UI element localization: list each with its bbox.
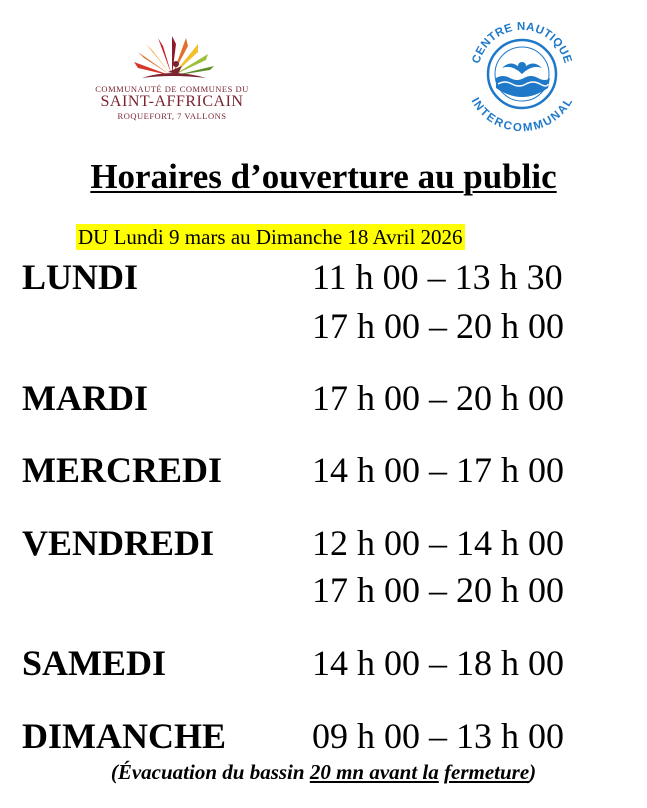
time-slot: 14 h 00 – 18 h 00: [312, 643, 564, 683]
day-label: DIMANCHE: [22, 716, 226, 756]
community-logo: [70, 34, 274, 121]
time-slot: 17 h 00 – 20 h 00: [312, 378, 564, 418]
note-text-end: ): [529, 760, 537, 784]
time-slot: 14 h 00 – 17 h 00: [312, 450, 564, 490]
note-text-emphasis: 20 mn avant la: [309, 760, 439, 784]
evacuation-note: [0, 760, 647, 785]
community-emblem-icon: [125, 34, 219, 82]
day-label: MERCREDI: [22, 450, 223, 490]
logo-right-bottom-text: INTERCOMMUNAL: [468, 95, 576, 135]
period-banner: DU Lundi 9 mars au Dimanche 18 Avril 2026: [78, 225, 463, 249]
day-label: MARDI: [22, 378, 148, 418]
time-slot: 17 h 00 – 20 h 00: [312, 306, 564, 346]
logo-left-line2: SAINT-AFFRICAIN: [100, 93, 244, 110]
note-text-closing: fermeture: [444, 760, 530, 784]
time-slot: 11 h 00 – 13 h 30: [312, 257, 563, 297]
logo-left-line3: ROQUEFORT, 7 VALLONS: [117, 111, 227, 121]
time-slot: 17 h 00 – 20 h 00: [312, 570, 564, 610]
day-label: LUNDI: [22, 257, 139, 297]
nautical-center-seal-icon: [456, 8, 588, 140]
page-title: Horaires d’ouverture au public: [90, 157, 557, 196]
day-label: SAMEDI: [22, 643, 167, 683]
time-slot: 12 h 00 – 14 h 00: [312, 523, 564, 563]
nautical-center-logo: [456, 8, 588, 140]
note-text-start: (Évacuation du bassin: [110, 760, 310, 784]
day-label: VENDREDI: [22, 523, 215, 563]
time-slot: 09 h 00 – 13 h 00: [312, 716, 564, 756]
logo-left-line1: COMMUNAUTÉ DE COMMUNES DU: [95, 84, 249, 94]
logo-right-top-text: CENTRE NAUTIQUE: [470, 20, 574, 66]
